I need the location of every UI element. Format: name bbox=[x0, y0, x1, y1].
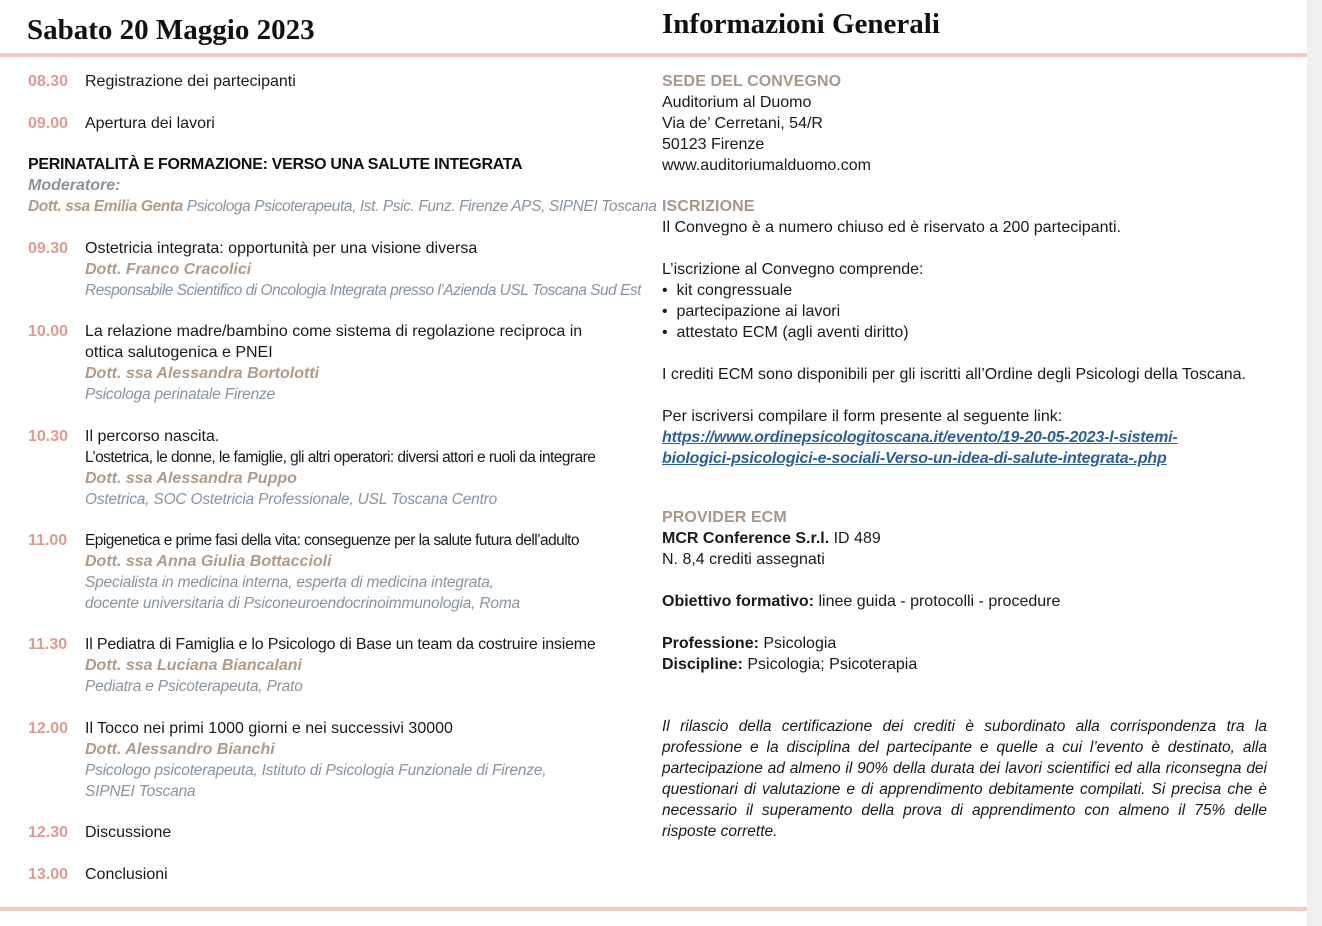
agenda-title: Conclusioni bbox=[85, 866, 168, 883]
talk-affiliation: docente universitaria di Psiconeuroendocrinoimmunologia, Roma bbox=[85, 595, 520, 612]
provider-label: PROVIDER ECM bbox=[662, 509, 787, 526]
bullet: • bbox=[662, 282, 668, 299]
talk-affiliation: Ostetrica, SOC Ostetricia Professionale, USL Toscana Centro bbox=[85, 491, 498, 508]
registration-include-item bbox=[662, 322, 1267, 343]
objective-label: Obiettivo formativo: bbox=[662, 593, 815, 610]
talk-title: Ostetricia integrata: opportunità per una visione diversa bbox=[85, 240, 478, 257]
talk-speaker: Dott. Alessandro Bianchi bbox=[85, 741, 275, 758]
day-heading: Sabato 20 Maggio 2023 bbox=[27, 14, 315, 46]
registration-section bbox=[662, 196, 1267, 469]
talk-speaker: Dott. ssa Luciana Biancalani bbox=[85, 657, 302, 674]
talk-speaker: Dott. Franco Cracolici bbox=[85, 261, 252, 278]
registration-include-item bbox=[662, 301, 1267, 322]
provider-name-line bbox=[662, 528, 1267, 549]
venue-address: Via de’ Cerretani, 54/R bbox=[662, 115, 823, 132]
talk-speaker: Dott. ssa Anna Giulia Bottaccioli bbox=[85, 553, 332, 570]
profession-line bbox=[662, 633, 1267, 654]
top-divider bbox=[0, 53, 1307, 57]
talk-time: 11.00 bbox=[28, 532, 68, 549]
talk-title: La relazione madre/bambino come sistema di regolazione reciproca in bbox=[85, 323, 583, 340]
registration-includes-intro: L’iscrizione al Convegno comprende: bbox=[662, 261, 924, 278]
moderator-role: Psicologa Psicoterapeuta, Ist. Psic. Funz. Firenze APS, SIPNEI Toscana bbox=[182, 198, 657, 215]
session-title: PERINATALITÀ E FORMAZIONE: VERSO UNA SALUTE INTEGRATA bbox=[28, 156, 523, 173]
moderator-name: Dott. ssa Emilia Genta bbox=[28, 198, 183, 215]
venue-name: Auditorium al Duomo bbox=[662, 94, 812, 111]
bullet: • bbox=[662, 303, 668, 320]
bottom-divider bbox=[0, 907, 1307, 911]
agenda-title: Registrazione dei partecipanti bbox=[85, 73, 296, 90]
venue-website: www.auditoriumalduomo.com bbox=[662, 157, 871, 174]
talk-time: 10.00 bbox=[28, 323, 69, 340]
moderator-line bbox=[28, 196, 657, 217]
talk-title: Il percorso nascita. bbox=[85, 428, 220, 445]
talk-affiliation: Specialista in medicina interna, esperta di medicina integrata, bbox=[85, 574, 494, 591]
include-text: kit congressuale bbox=[676, 282, 793, 299]
bullet: • bbox=[662, 324, 668, 341]
talk-affiliation: Psicologa perinatale Firenze bbox=[85, 386, 275, 403]
talk-affiliation: Pediatra e Psicoterapeuta, Prato bbox=[85, 678, 303, 695]
certification-note: Il rilascio della certificazione dei crediti è subordinato alla corrispondenza tra la professione e la disciplina del partecipante e quelle a cui l’evento è destinato, alla partecipazione ad almeno il 90% della durata dei lavori scientifici ed alla riconsegna dei questionari di valutazione e di apprendimento debitamente compilati. Si precisa che è necessario il superamento della prova di apprendimento con almeno il 75% delle risposte corrette. bbox=[662, 718, 1267, 840]
venue-label: SEDE DEL CONVEGNO bbox=[662, 73, 842, 90]
registration-link[interactable]: biologici-psicologici-e-sociali-Verso-un-idea-di-salute-integrata-.php bbox=[662, 450, 1167, 467]
include-text: attestato ECM (agli aventi diritto) bbox=[676, 324, 909, 341]
talk-speaker: Dott. ssa Alessandra Bortolotti bbox=[85, 365, 320, 382]
page-edge bbox=[1307, 0, 1322, 926]
moderator-label: Moderatore: bbox=[28, 177, 121, 194]
talk-title: ottica salutogenica e PNEI bbox=[85, 344, 273, 361]
talk-time: 09.30 bbox=[28, 240, 69, 257]
agenda-time: 09.00 bbox=[28, 115, 69, 132]
provider-section bbox=[662, 507, 1267, 675]
registration-link[interactable]: https://www.ordinepsicologitoscana.it/evento/19-20-05-2023-l-sistemi- bbox=[662, 429, 1178, 446]
talk-affiliation: Responsabile Scientifico di Oncologia Integrata presso l’Azienda USL Toscana Sud Est bbox=[85, 282, 641, 299]
agenda-time: 08.30 bbox=[28, 73, 69, 90]
disciplines-line bbox=[662, 654, 1267, 675]
agenda-time: 13.00 bbox=[28, 866, 69, 883]
talk-speaker: Dott. ssa Alessandra Puppo bbox=[85, 470, 297, 487]
objective-value: linee guida - protocolli - procedure bbox=[814, 593, 1061, 610]
talk-title: Il Pediatra di Famiglia e lo Psicologo di Base un team da costruire insieme bbox=[85, 636, 596, 653]
registration-label: ISCRIZIONE bbox=[662, 198, 755, 215]
talk-affiliation: SIPNEI Toscana bbox=[85, 783, 196, 800]
talk-title: Epigenetica e prime fasi della vita: conseguenze per la salute futura dell’adulto bbox=[85, 532, 579, 549]
provider-id: ID 489 bbox=[829, 530, 881, 547]
venue-city: 50123 Firenze bbox=[662, 136, 765, 153]
form-intro: Per iscriversi compilare il form presente al seguente link: bbox=[662, 408, 1063, 425]
provider-credits: N. 8,4 crediti assegnati bbox=[662, 551, 825, 568]
talk-title: Il Tocco nei primi 1000 giorni e nei successivi 30000 bbox=[85, 720, 453, 737]
disciplines-label: Discipline: bbox=[662, 656, 743, 673]
registration-capacity: Il Convegno è a numero chiuso ed è riservato a 200 partecipanti. bbox=[662, 219, 1121, 236]
agenda-time: 12.30 bbox=[28, 824, 69, 841]
talk-affiliation: Psicologo psicoterapeuta, Istituto di Psicologia Funzionale di Firenze, bbox=[85, 762, 547, 779]
talk-time: 10.30 bbox=[28, 428, 69, 445]
profession-value: Psicologia bbox=[758, 635, 837, 652]
session-block bbox=[28, 154, 657, 217]
agenda-title: Discussione bbox=[85, 824, 172, 841]
disciplines-value: Psicologia; Psicoterapia bbox=[742, 656, 918, 673]
talk-time: 12.00 bbox=[28, 720, 69, 737]
ecm-credits-note: I crediti ECM sono disponibili per gli iscritti all’Ordine degli Psicologi della Toscana. bbox=[662, 366, 1246, 383]
profession-label: Professione: bbox=[662, 635, 759, 652]
talk-time: 11.30 bbox=[28, 636, 68, 653]
venue-section bbox=[662, 71, 1267, 176]
include-text: partecipazione ai lavori bbox=[676, 303, 841, 320]
info-heading: Informazioni Generali bbox=[662, 8, 940, 40]
agenda-title: Apertura dei lavori bbox=[85, 115, 215, 132]
talk-title: L’ostetrica, le donne, le famiglie, gli altri operatori: diversi attori e ruoli da integrare bbox=[85, 449, 596, 466]
objective-line bbox=[662, 591, 1267, 612]
registration-include-item bbox=[662, 280, 1267, 301]
provider-name: MCR Conference S.r.l. bbox=[662, 530, 830, 547]
